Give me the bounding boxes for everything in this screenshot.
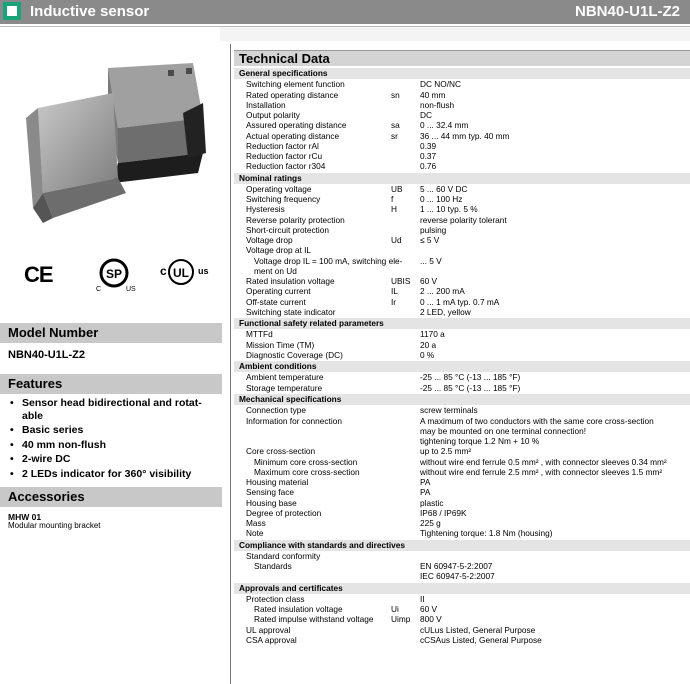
spec-row xyxy=(234,487,690,497)
spec-row xyxy=(234,225,690,235)
spec-section-heading: Approvals and certificates xyxy=(234,583,690,594)
spec-label: Maximum core cross-section xyxy=(254,466,360,477)
spec-row xyxy=(234,235,690,245)
spec-row xyxy=(234,498,690,508)
spec-row xyxy=(234,350,690,360)
spec-value: 1170 a xyxy=(420,329,445,340)
spec-label: Minimum core cross-section xyxy=(254,456,358,467)
spec-row xyxy=(234,307,690,317)
spec-section-heading: General specifications xyxy=(234,68,690,79)
spec-label: Storage temperature xyxy=(246,382,323,393)
spec-row xyxy=(234,245,690,255)
spec-label: Output polarity xyxy=(246,110,300,121)
spec-value: cULus Listed, General Purpose xyxy=(420,624,536,635)
spec-value: up to 2.5 mm² xyxy=(420,446,472,457)
spec-label: Switching element function xyxy=(246,79,345,90)
spec-row xyxy=(234,100,690,110)
spec-label: Rated impulse withstand voltage xyxy=(254,614,374,625)
spec-row xyxy=(234,329,690,339)
spec-row xyxy=(234,184,690,194)
spec-value: IP68 / IP69K xyxy=(420,507,467,518)
spec-label: Voltage drop IL = 100 mA, switching ele- xyxy=(254,255,403,266)
spec-row xyxy=(234,141,690,151)
spec-section-heading: Ambient conditions xyxy=(234,361,690,372)
spec-label: Connection type xyxy=(246,405,306,416)
csa-c-label: C xyxy=(96,286,102,293)
spec-value: 20 a xyxy=(420,339,437,350)
spec-value: 0.37 xyxy=(420,151,437,162)
spec-value: 225 g xyxy=(420,518,441,528)
feature-item: • 2-wire DC xyxy=(8,453,218,466)
spec-label: Operating current xyxy=(246,286,311,297)
spec-label: Information for connection xyxy=(246,415,342,426)
spec-label: Diagnostic Coverage (DC) xyxy=(246,349,343,360)
spec-row xyxy=(234,383,690,393)
spec-row xyxy=(234,266,690,276)
spec-label: Hysteresis xyxy=(246,204,285,215)
spec-row xyxy=(234,594,690,604)
spec-symbol: UBIS xyxy=(391,276,411,287)
spec-label: Short-circuit protection xyxy=(246,224,330,235)
spec-value: without wire end ferrule 2.5 mm² , with connector sleeves 1.5 mm² xyxy=(420,466,663,477)
spec-value: 0 ... 100 Hz xyxy=(420,194,463,205)
spec-label: Rated insulation voltage xyxy=(246,276,335,287)
spec-value: cCSAus Listed, General Purpose xyxy=(420,634,542,645)
spec-label: Actual operating distance xyxy=(246,130,340,141)
spec-value: 0 % xyxy=(420,349,435,360)
ce-mark-icon: CE xyxy=(24,262,53,287)
spec-label: Degree of protection xyxy=(246,507,322,518)
spec-value: 1 ... 10 typ. 5 % xyxy=(420,204,478,215)
spec-symbol: sa xyxy=(391,120,400,131)
spec-value: 5 ... 60 V DC xyxy=(420,183,468,194)
svg-text:SP: SP xyxy=(105,267,123,281)
sub-header-strip xyxy=(0,26,690,41)
spec-value: 0 ... 1 mA typ. 0.7 mA xyxy=(420,296,500,307)
spec-value: DC NO/NC xyxy=(420,79,462,90)
spec-value: plastic xyxy=(420,497,444,508)
feature-item: • Sensor head bidirectional and rotat- able xyxy=(8,397,218,422)
accessory-description: Modular mounting bracket xyxy=(8,521,101,530)
spec-label: Ambient temperature xyxy=(246,372,324,383)
brand-logo-icon xyxy=(3,2,21,20)
spec-value: II xyxy=(420,593,425,604)
spec-symbol: UB xyxy=(391,183,403,194)
product-image xyxy=(18,58,218,238)
spec-label: Rated insulation voltage xyxy=(254,604,343,615)
spec-label: Mission Time (TM) xyxy=(246,339,315,350)
spec-row xyxy=(234,571,690,581)
technical-data-heading: Technical Data xyxy=(234,50,690,66)
spec-label: Voltage drop xyxy=(246,235,293,246)
spec-row xyxy=(234,131,690,141)
spec-row xyxy=(234,446,690,456)
spec-section-heading: Nominal ratings xyxy=(234,173,690,184)
spec-value: ≤ 5 V xyxy=(420,235,440,246)
spec-label: CSA approval xyxy=(246,634,297,645)
spec-label: Sensing face xyxy=(246,487,294,498)
spec-value: may be mounted on one terminal connection! xyxy=(420,425,587,436)
spec-label: Core cross-section xyxy=(246,446,316,457)
spec-row xyxy=(234,204,690,214)
spec-value: -25 ... 85 °C (-13 ... 185 °F) xyxy=(420,372,521,383)
spec-section-heading: Mechanical specifications xyxy=(234,394,690,405)
ul-c-label: c xyxy=(160,264,167,278)
spec-row xyxy=(234,508,690,518)
spec-label: Housing material xyxy=(246,477,309,487)
spec-label: Housing base xyxy=(246,497,297,508)
spec-value: 2 ... 200 mA xyxy=(420,286,465,297)
spec-label: Standards xyxy=(254,561,292,572)
spec-label: ment on Ud xyxy=(254,265,297,276)
spec-value: pulsing xyxy=(420,224,447,235)
spec-value: PA xyxy=(420,477,431,487)
spec-row xyxy=(234,625,690,635)
column-divider xyxy=(230,44,231,684)
spec-symbol: sr xyxy=(391,130,398,141)
spec-row xyxy=(234,518,690,528)
spec-value: 0.76 xyxy=(420,161,437,172)
spec-row xyxy=(234,110,690,120)
spec-label: Standard conformity xyxy=(246,550,321,561)
spec-row xyxy=(234,405,690,415)
spec-value: Tightening torque: 1.8 Nm (housing) xyxy=(420,528,553,539)
spec-value: EN 60947-5-2:2007 xyxy=(420,561,493,572)
spec-value: -25 ... 85 °C (-13 ... 185 °F) xyxy=(420,382,521,393)
spec-value: IEC 60947-5-2:2007 xyxy=(420,571,495,582)
spec-row xyxy=(234,194,690,204)
svg-text:UL: UL xyxy=(173,266,189,280)
spec-row xyxy=(234,90,690,100)
spec-row xyxy=(234,467,690,477)
spec-value: screw terminals xyxy=(420,405,478,416)
spec-value: tightening torque 1.2 Nm + 10 % xyxy=(420,436,540,446)
spec-symbol: IL xyxy=(391,286,398,297)
spec-row xyxy=(234,457,690,467)
spec-symbol: H xyxy=(391,204,397,215)
spec-value: DC xyxy=(420,110,432,121)
spec-label: Reduction factor rAl xyxy=(246,140,319,151)
spec-symbol: Uimp xyxy=(391,614,411,625)
spec-label: Rated operating distance xyxy=(246,89,339,100)
spec-row xyxy=(234,604,690,614)
ul-mark-icon xyxy=(166,258,196,288)
spec-row xyxy=(234,551,690,561)
spec-row xyxy=(234,340,690,350)
spec-value: A maximum of two conductors with the same core cross-section xyxy=(420,415,654,426)
feature-item: • 2 LEDs indicator for 360° visibility xyxy=(8,468,218,481)
spec-value: reverse polarity tolerant xyxy=(420,214,507,225)
spec-row xyxy=(234,426,690,436)
spec-row xyxy=(234,372,690,382)
spec-value: 60 V xyxy=(420,604,438,615)
left-column xyxy=(0,40,228,684)
spec-label: Note xyxy=(246,528,264,539)
title-bar xyxy=(0,0,690,24)
spec-label: Installation xyxy=(246,99,286,110)
features-list xyxy=(8,397,218,482)
spec-label: Voltage drop at IL xyxy=(246,245,312,256)
spec-value: ... 5 V xyxy=(420,255,442,266)
part-number-header: NBN40-U1L-Z2 xyxy=(574,3,680,20)
spec-row xyxy=(234,276,690,286)
spec-row xyxy=(234,436,690,446)
spec-label: Mass xyxy=(246,518,266,528)
spec-symbol: Ui xyxy=(391,604,399,615)
spec-row xyxy=(234,215,690,225)
spec-label: Switching frequency xyxy=(246,194,321,205)
spec-row xyxy=(234,561,690,571)
spec-label: Protection class xyxy=(246,593,305,604)
accessory-name: MHW 01 xyxy=(8,512,42,522)
spec-row xyxy=(234,286,690,296)
spec-value: 36 ... 44 mm typ. 40 mm xyxy=(420,130,510,141)
spec-label: MTTFd xyxy=(246,329,273,340)
features-heading: Features xyxy=(0,374,222,394)
spec-row xyxy=(234,614,690,624)
feature-item: • Basic series xyxy=(8,424,218,437)
spec-row xyxy=(234,161,690,171)
spec-label: Off-state current xyxy=(246,296,306,307)
spec-section-heading: Functional safety related parameters xyxy=(234,318,690,329)
spec-row xyxy=(234,256,690,266)
spec-symbol: Ir xyxy=(391,296,397,307)
csa-us-label: US xyxy=(126,286,136,293)
model-number-value: NBN40-U1L-Z2 xyxy=(8,349,86,361)
spec-row xyxy=(234,297,690,307)
certification-marks xyxy=(0,258,220,298)
spec-value: non-flush xyxy=(420,99,455,110)
feature-item: • 40 mm non-flush xyxy=(8,439,218,452)
spec-row xyxy=(234,635,690,645)
spec-label: Operating voltage xyxy=(246,183,312,194)
spec-symbol: Ud xyxy=(391,235,402,246)
spec-row xyxy=(234,416,690,426)
spec-value: 60 V xyxy=(420,276,438,287)
spec-symbol: f xyxy=(391,194,394,205)
spec-value: without wire end ferrule 0.5 mm² , with connector sleeves 0.34 mm² xyxy=(420,456,667,467)
spec-value: PA xyxy=(420,487,431,498)
accessories-heading: Accessories xyxy=(0,487,222,507)
spec-label: Switching state indicator xyxy=(246,306,336,317)
page-title: Inductive sensor xyxy=(30,3,150,20)
spec-label: Reduction factor r304 xyxy=(246,161,326,172)
spec-symbol: sn xyxy=(391,89,400,100)
spec-row xyxy=(234,120,690,130)
spec-row xyxy=(234,151,690,161)
model-number-heading: Model Number xyxy=(0,323,222,343)
ul-us-label: us xyxy=(198,266,209,276)
spec-label: UL approval xyxy=(246,624,291,635)
spec-label: Reduction factor rCu xyxy=(246,151,323,162)
spec-label: Assured operating distance xyxy=(246,120,347,131)
spec-row xyxy=(234,528,690,538)
spec-section-heading: Compliance with standards and directives xyxy=(234,540,690,551)
spec-value: 2 LED, yellow xyxy=(420,306,471,317)
spec-value: 40 mm xyxy=(420,89,446,100)
spec-value: 0.39 xyxy=(420,140,437,151)
spec-value: 0 ... 32.4 mm xyxy=(420,120,469,131)
spec-row xyxy=(234,477,690,487)
spec-row xyxy=(234,79,690,89)
spec-value: 800 V xyxy=(420,614,442,625)
spec-label: Reverse polarity protection xyxy=(246,214,345,225)
